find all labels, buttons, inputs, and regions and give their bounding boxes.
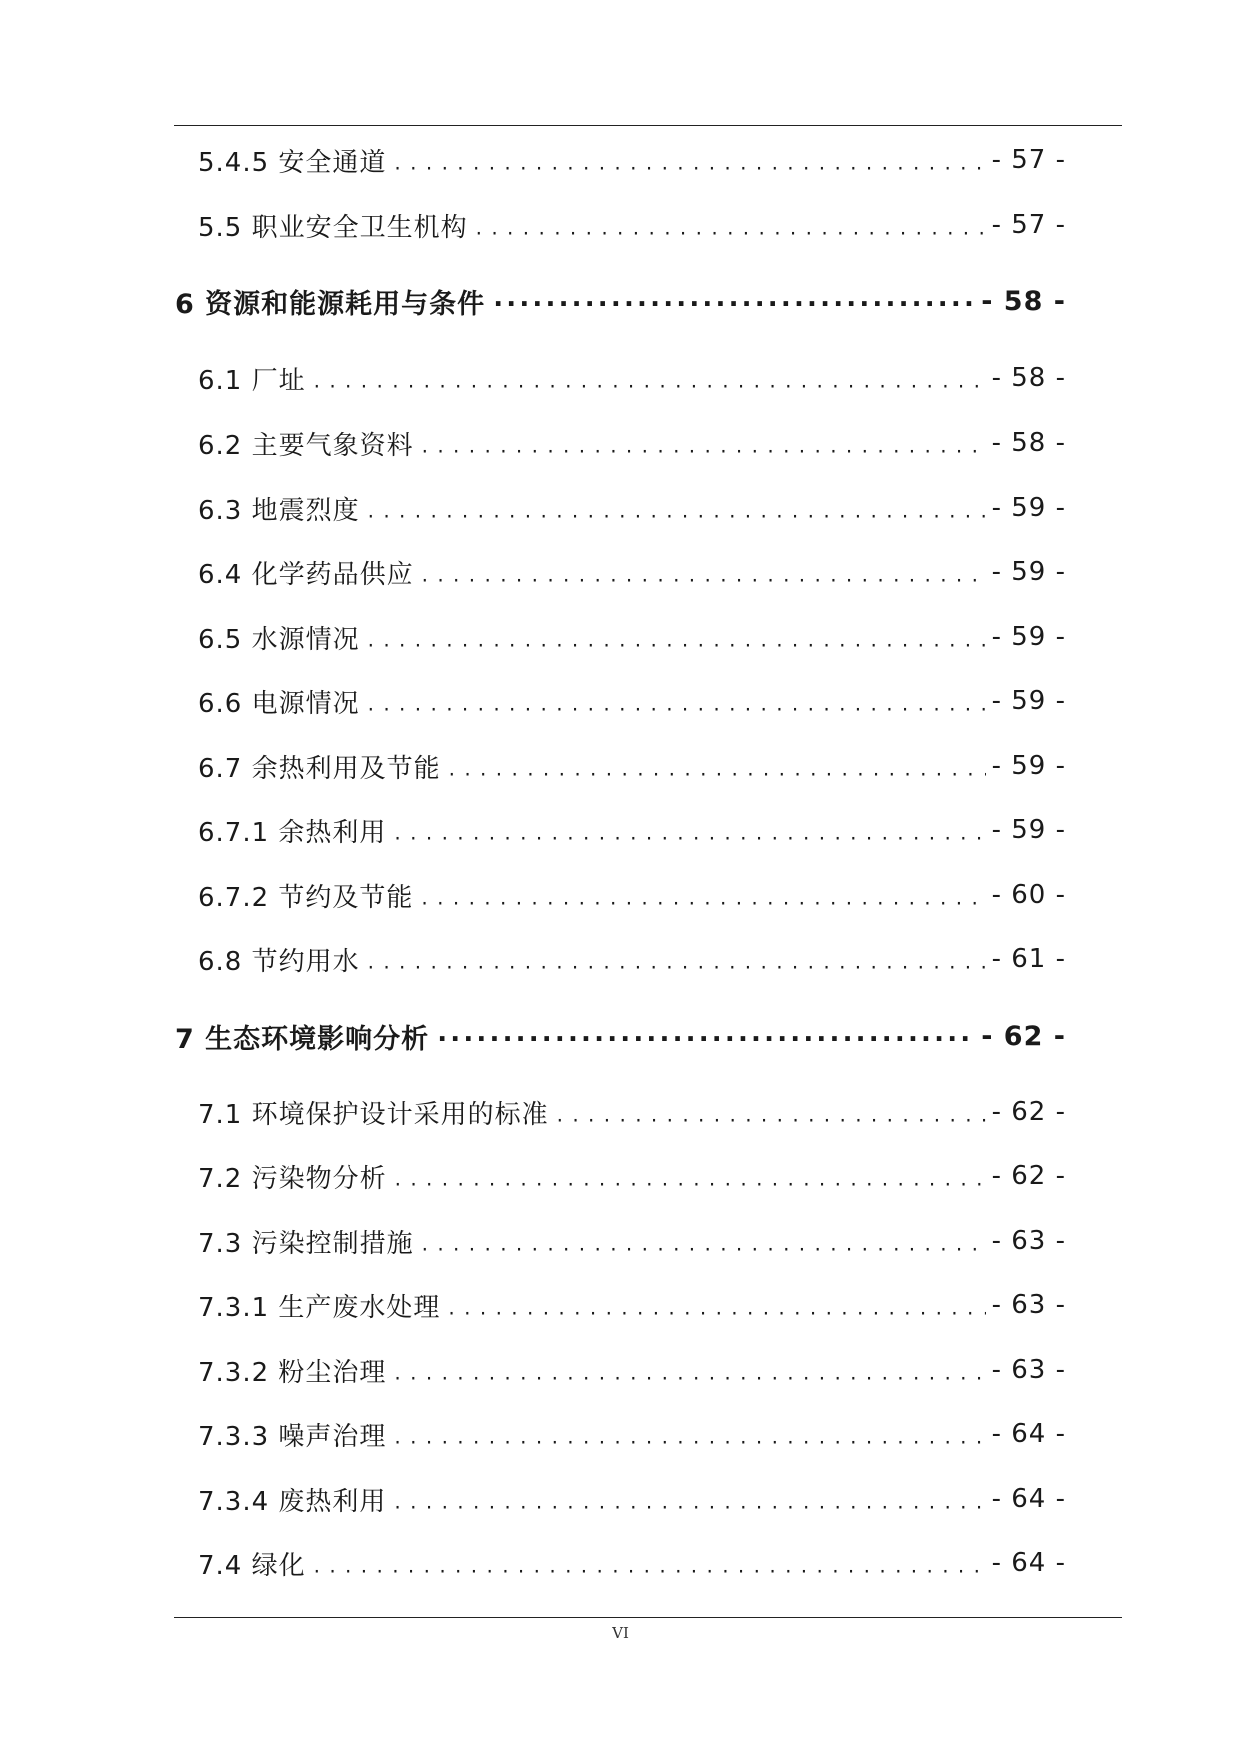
toc-chapter-entry[interactable] <box>175 281 1066 321</box>
toc-entry-page: - 64 - <box>991 1484 1066 1514</box>
toc-dot-leader <box>422 423 986 463</box>
toc-entry-title: 7.2 污染物分析 <box>198 1163 387 1194</box>
toc-entry-title: 7.1 环境保护设计采用的标准 <box>198 1099 549 1130</box>
toc-entry-title: 6.4 化学药品供应 <box>198 559 414 590</box>
toc-dot-leader <box>368 617 986 657</box>
toc-entry[interactable] <box>198 875 1066 915</box>
toc-entry-page: - 64 - <box>991 1419 1066 1449</box>
toc-entry-title: 6.3 地震烈度 <box>198 495 360 526</box>
toc-entry-page: - 58 - <box>991 363 1066 393</box>
toc-dot-leader <box>422 552 986 592</box>
toc-entry[interactable] <box>198 1479 1066 1519</box>
toc-dot-leader <box>368 681 986 721</box>
toc-entry[interactable] <box>198 810 1066 850</box>
toc-entry-page: - 63 - <box>991 1355 1066 1385</box>
toc-dot-leader <box>493 281 975 321</box>
toc-dot-leader <box>368 939 986 979</box>
toc-entry-page: - 57 - <box>991 145 1066 175</box>
toc-entry-page: - 58 - <box>981 285 1066 317</box>
toc-dot-leader <box>476 205 986 245</box>
toc-entry-page: - 59 - <box>991 557 1066 587</box>
toc-dot-leader <box>557 1092 986 1132</box>
toc-entry-title: 7.3.3 噪声治理 <box>198 1421 387 1452</box>
toc-entry-page: - 64 - <box>991 1548 1066 1578</box>
toc-entry[interactable] <box>198 1414 1066 1454</box>
toc-entry[interactable] <box>198 205 1066 245</box>
header-rule <box>174 125 1122 126</box>
toc-entry-title: 7.3.1 生产废水处理 <box>198 1292 441 1323</box>
toc-entry-title: 6.5 水源情况 <box>198 624 360 655</box>
toc-dot-leader <box>422 1221 986 1261</box>
toc-entry-title: 5.5 职业安全卫生机构 <box>198 212 468 243</box>
toc-entry-page: - 59 - <box>991 493 1066 523</box>
toc-entry[interactable] <box>198 1350 1066 1390</box>
toc-entry[interactable] <box>198 140 1066 180</box>
toc-entry-title: 6.7 余热利用及节能 <box>198 753 441 784</box>
toc-entry-page: - 63 - <box>991 1226 1066 1256</box>
toc-entry-title: 7 生态环境影响分析 <box>175 1023 430 1055</box>
toc-dot-leader <box>394 1479 985 1519</box>
toc-entry[interactable] <box>198 746 1066 786</box>
toc-dot-leader <box>314 1543 986 1583</box>
toc-entry[interactable] <box>198 552 1066 592</box>
footer-rule <box>174 1617 1122 1618</box>
toc-entry-title: 6 资源和能源耗用与条件 <box>175 288 486 320</box>
toc-entry-title: 7.4 绿化 <box>198 1550 306 1581</box>
toc-entry-page: - 60 - <box>991 880 1066 910</box>
toc-dot-leader <box>421 875 985 915</box>
toc-dot-leader <box>314 358 986 398</box>
toc-entry-page: - 59 - <box>991 815 1066 845</box>
toc-entry-title: 7.3 污染控制措施 <box>198 1228 414 1259</box>
toc-entry-title: 7.3.4 废热利用 <box>198 1486 387 1517</box>
page-number: VI <box>612 1624 629 1642</box>
toc-entry-title: 6.8 节约用水 <box>198 946 360 977</box>
toc-entry-title: 5.4.5 安全通道 <box>198 147 387 178</box>
toc-entry-title: 7.3.2 粉尘治理 <box>198 1357 387 1388</box>
toc-entry-title: 6.1 厂址 <box>198 365 306 396</box>
toc-entry-page: - 61 - <box>991 944 1066 974</box>
toc-entry[interactable] <box>198 681 1066 721</box>
toc-dot-leader <box>395 1156 986 1196</box>
toc-entry[interactable] <box>198 423 1066 463</box>
toc-dot-leader <box>394 810 985 850</box>
toc-entry[interactable] <box>198 1285 1066 1325</box>
toc-entry[interactable] <box>198 1543 1066 1583</box>
toc-entry[interactable] <box>198 1156 1066 1196</box>
toc-entry[interactable] <box>198 488 1066 528</box>
toc-entry-page: - 58 - <box>991 428 1066 458</box>
toc-entry[interactable] <box>198 939 1066 979</box>
toc-dot-leader <box>368 488 986 528</box>
toc-entry-page: - 59 - <box>991 686 1066 716</box>
toc-entry-title: 6.6 电源情况 <box>198 688 360 719</box>
toc-entry[interactable] <box>198 1221 1066 1261</box>
toc-entry-page: - 62 - <box>991 1161 1066 1191</box>
toc-dot-leader <box>394 1414 985 1454</box>
toc-entry-title: 6.7.2 节约及节能 <box>198 882 414 913</box>
toc-entry[interactable] <box>198 358 1066 398</box>
toc-entry-page: - 57 - <box>991 210 1066 240</box>
toc-entry-page: - 62 - <box>991 1097 1066 1127</box>
toc-entry-page: - 59 - <box>991 622 1066 652</box>
toc-entry-page: - 63 - <box>991 1290 1066 1320</box>
toc-entry-title: 6.2 主要气象资料 <box>198 430 414 461</box>
toc-dot-leader <box>449 746 986 786</box>
toc-entry-page: - 62 - <box>981 1020 1066 1052</box>
toc-entry-title: 6.7.1 余热利用 <box>198 817 387 848</box>
toc-entry-page: - 59 - <box>991 751 1066 781</box>
toc-dot-leader <box>394 1350 985 1390</box>
toc-dot-leader <box>437 1016 975 1056</box>
toc-dot-leader <box>394 140 985 180</box>
toc-entry[interactable] <box>198 617 1066 657</box>
toc-chapter-entry[interactable] <box>175 1016 1066 1056</box>
toc-entry[interactable] <box>198 1092 1066 1132</box>
toc-dot-leader <box>448 1285 985 1325</box>
